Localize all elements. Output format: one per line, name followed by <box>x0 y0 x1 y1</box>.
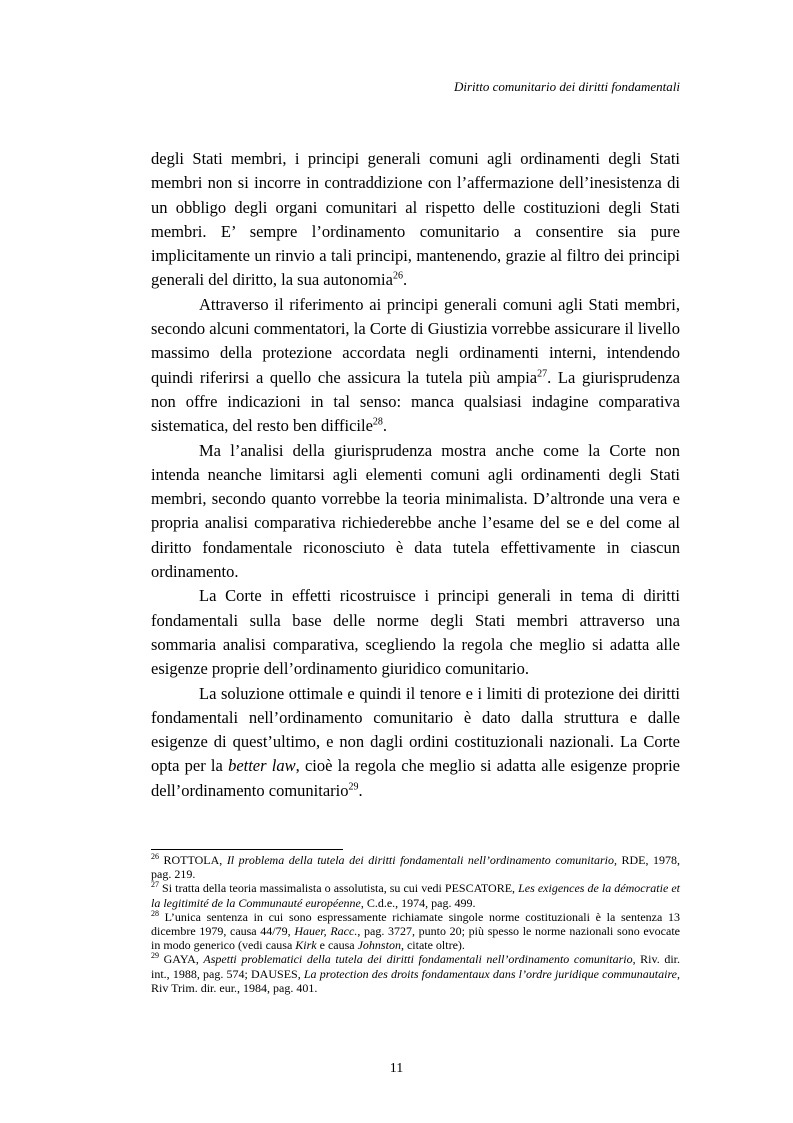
paragraph-3: Ma l’analisi della giurisprudenza mostra anche come la Corte non intenda neanche limitarsi agli elementi comuni agli ordinamenti degli Stati membri, secondo quanto vorrebbe la teoria minimalista. D’altronde una vera e propria analisi comparativa richiederebbe anche l’esame del se e del come al diritto fondamentale riconosciuto è data tutela effettivamente in ciascun ordinamento. <box>151 440 680 582</box>
main-text <box>151 147 680 803</box>
paragraph-1: degli Stati membri, i principi generali comuni agli ordinamenti degli Stati membri non si incorre in contraddizione con l’affermazione dell’inesistenza di un obbligo degli organi comunitari al rispetto delle costituzioni degli Stati membri. E’ sempre l’ordinamento comunitario a consentire sia pure implicitamente un rinvio a tali principi, mantenendo, grazie al filtro dei principi generali del diritto, la sua autonomia$^{26}$. <box>151 149 680 290</box>
page-number: 11 <box>389 1061 404 1076</box>
paragraph-4: La Corte in effetti ricostruisce i principi generali in tema di diritti fondamentali sulla base delle norme degli Stati membri attraverso una sommaria analisi comparativa, scegliendo la regola che meglio si adatta alle esigenze proprie dell’ordinamento giuridico comunitario. <box>151 586 680 679</box>
footnote-ref-28[interactable]: 28 <box>372 416 383 428</box>
footnote-separator <box>151 849 343 850</box>
footnote-27: $^{27}$ Si tratta della teoria massimalista o assolutista, su cui vedi PESCATORE, Les exigences de la démocratie et la legitimité de la Communauté européenne, C.d.e., 1974, pag. 499. <box>151 880 681 910</box>
running-header: Diritto comunitario dei diritti fondamentali <box>453 79 680 94</box>
paragraph-2: Attraverso il riferimento ai principi generali comuni agli Stati membri, secondo alcuni commentatori, la Corte di Giustizia vorrebbe assicurare il livello massimo della protezione accordata negli ordinamenti interni, intendendo quindi riferirsi a quello che assicura la tutela più ampia$^{27}$. La giurisprudenza non offre indicazioni in tal senso: manca qualsiasi indagine comparativa sistematica, del resto ben difficile$^{28}$. <box>151 294 680 436</box>
paragraph-5: La soluzione ottimale e quindi il tenore e i limiti di protezione dei diritti fondamentali nell’ordinamento comunitario è dato dalla struttura e dalle esigenze di quest’ultimo, e non dagli ordini costituzionali nazionali. La Corte opta per la better law, cioè la regola che meglio si adatta alle esigenze proprie dell’ordinamento comunitario$^{29}$. <box>151 683 680 800</box>
footnote-ref-29[interactable]: 29 <box>348 781 359 793</box>
footnote-29: $^{29}$ GAYA, Aspetti problematici della tutela dei diritti fondamentali nell’ordinamento comunitario, Riv. dir. int., 1988, pag. 574; DAUSES, La protection des droits fondamentaux dans l’ordre juridique communautaire, Riv Trim. dir. eur., 1984, pag. 401. <box>151 951 680 995</box>
footnote-26: $^{26}$ ROTTOLA, Il problema della tutela dei diritti fondamentali nell’ordinamento comunitario, RDE, 1978, pag. 219. <box>151 852 681 882</box>
footnote-ref-26[interactable]: 26 <box>392 270 403 282</box>
footnotes <box>151 853 680 995</box>
footnote-28: $^{28}$ L’unica sentenza in cui sono espressamente richiamate singole norme costituzionali è la sentenza 13 dicembre 1979, causa 44/79, Hauer, Racc., pag. 3727, punto 20; più spesso le norme nazionali sono evocate in modo generico (vedi causa Kirk e causa Johnston, citate oltre). <box>151 908 680 953</box>
footnote-ref-27[interactable]: 27 <box>537 368 548 380</box>
